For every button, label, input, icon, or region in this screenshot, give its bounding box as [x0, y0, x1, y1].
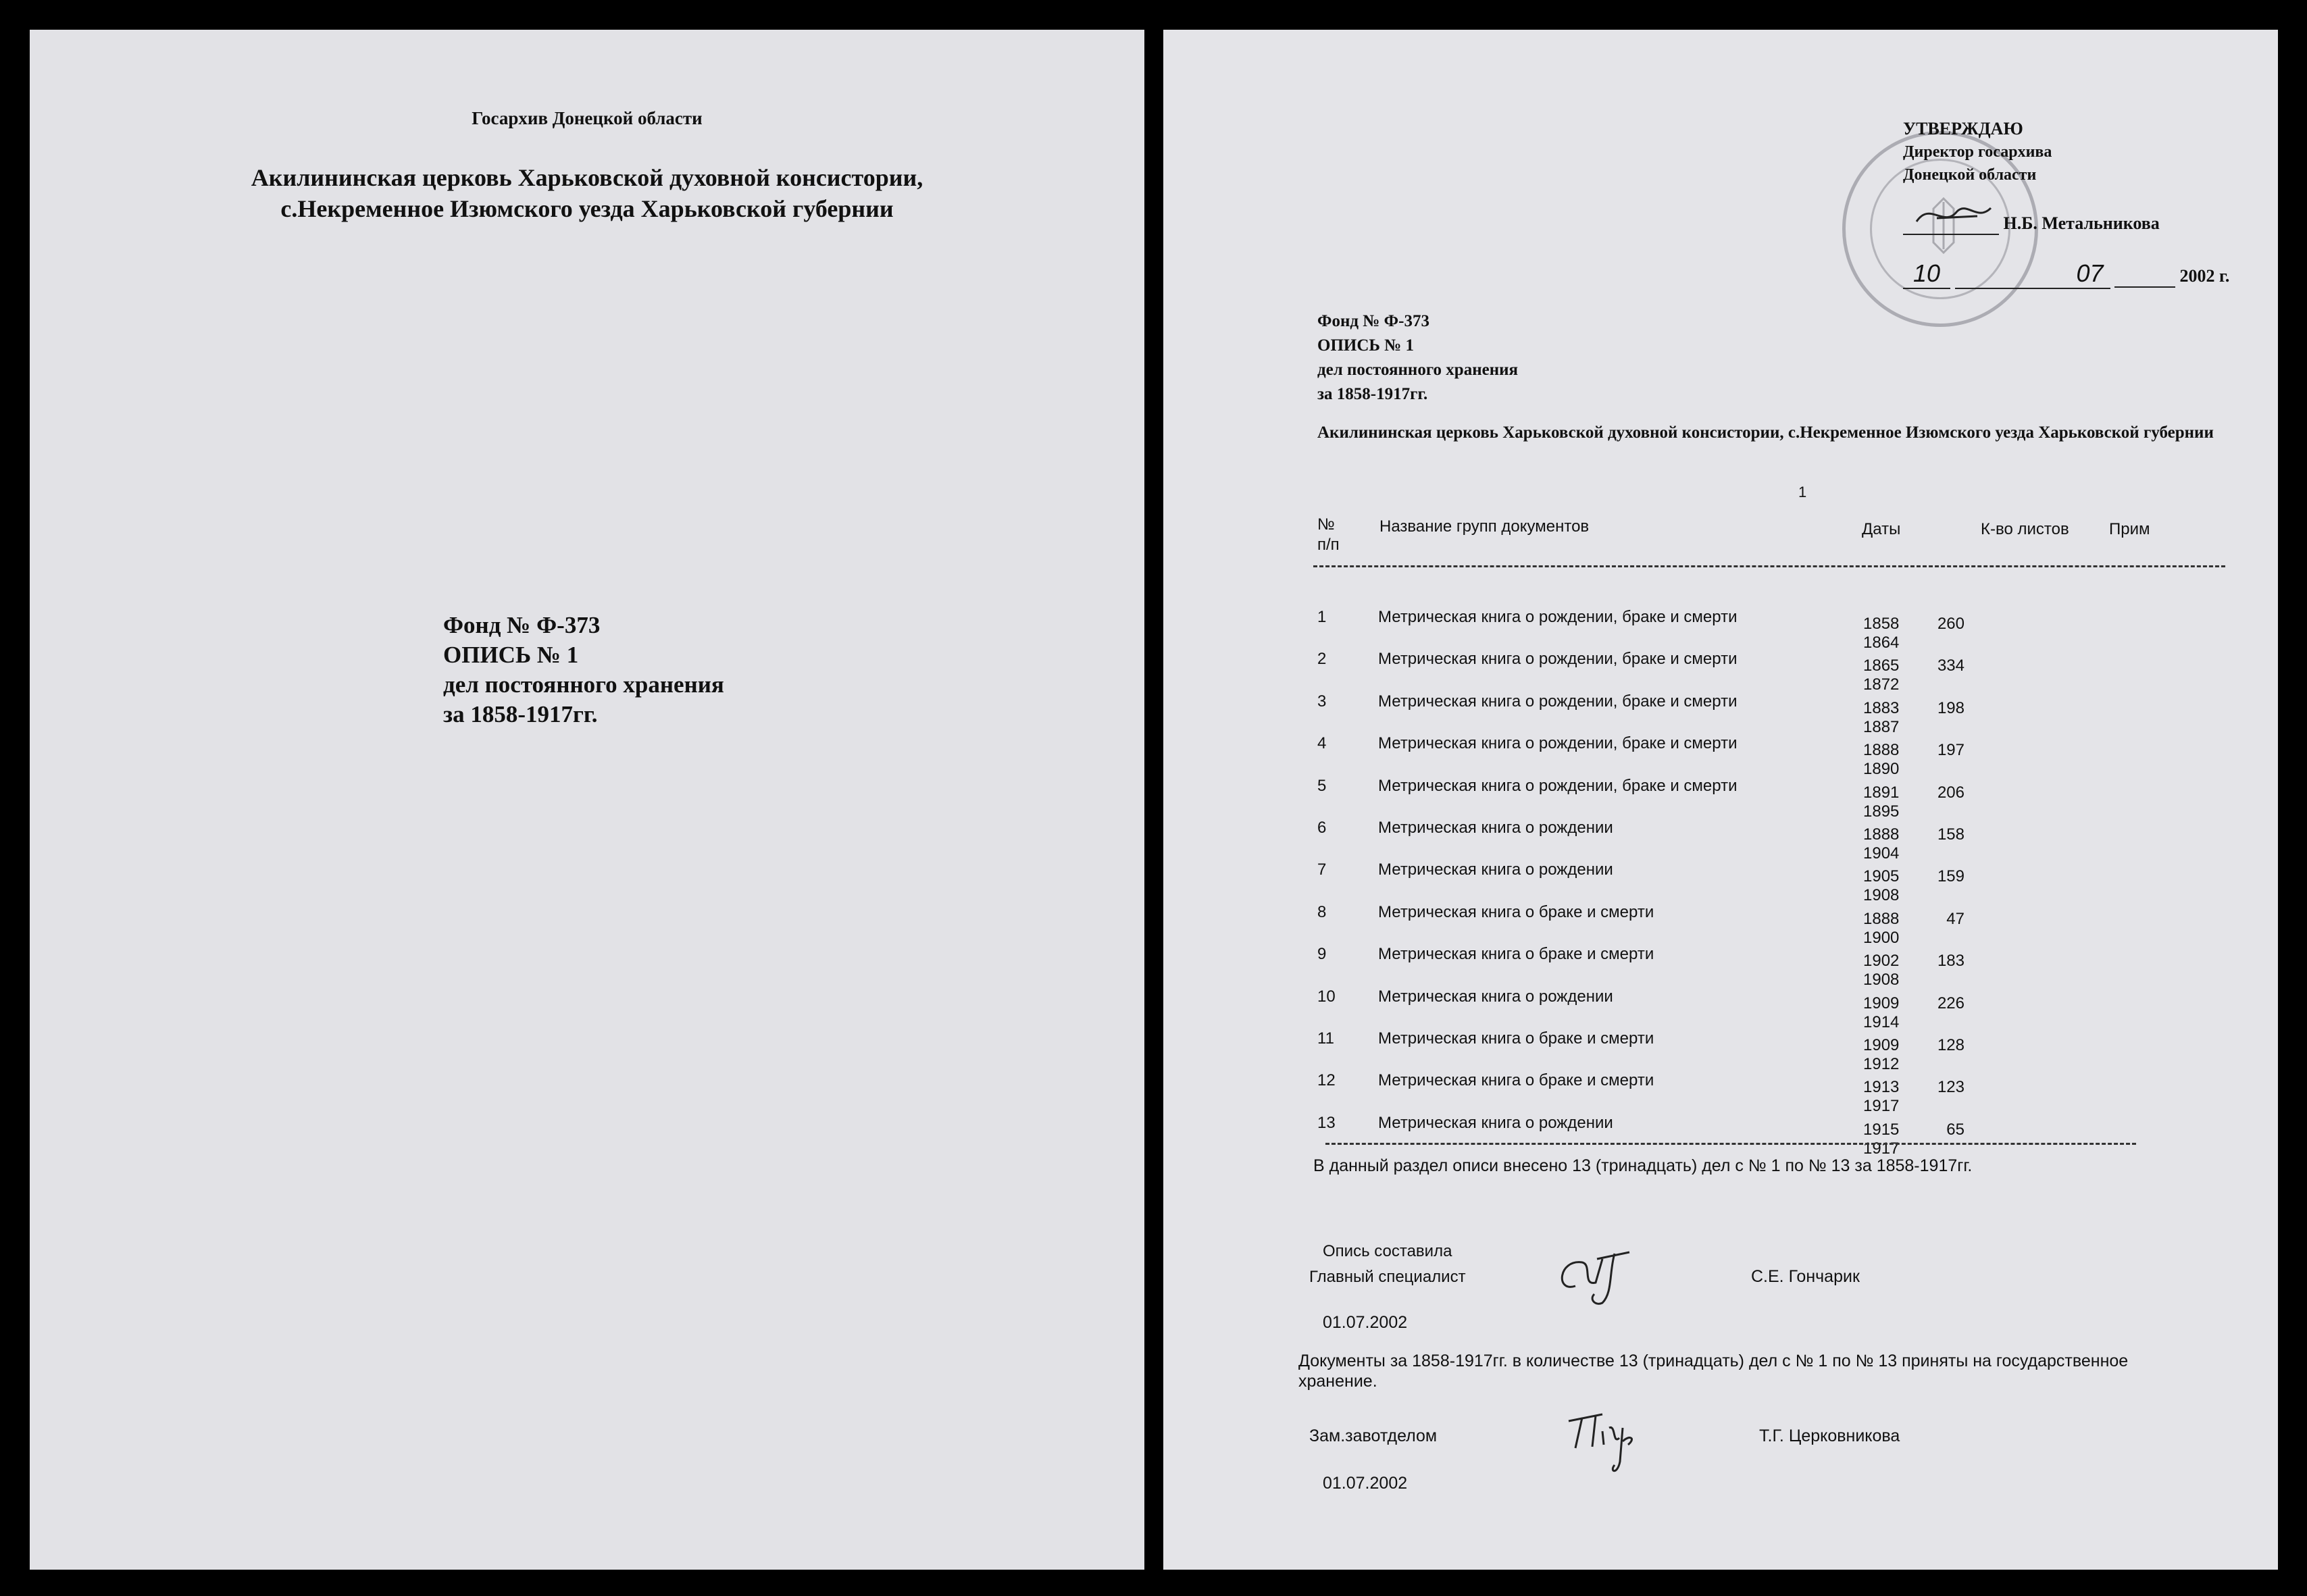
approval-year: 2002 г.	[2179, 266, 2230, 286]
row-date-from: 1891	[1863, 783, 1900, 802]
row-title: Метрическая книга о браке и смерти	[1378, 1029, 1654, 1048]
row-leaves: 47	[1946, 909, 1964, 928]
col-header-name: Название групп документов	[1379, 517, 1590, 536]
church-title-line1: Акилининская церковь Харьковской духовной консистории,	[251, 164, 923, 191]
row-title: Метрическая книга о рождении, браке и смерти	[1378, 776, 1738, 795]
row-date-from: 1888	[1863, 741, 1900, 760]
compiler-title: Главный специалист	[1309, 1268, 1466, 1286]
row-date-to: 1914	[1863, 1012, 1900, 1031]
row-date-from: 1915	[1863, 1120, 1900, 1139]
acceptance-text: Документы за 1858-1917гг. в количестве 13 (тринадцать) дел с № 1 по № 13 приняты на государственное хранение.	[1298, 1352, 2129, 1391]
inventory-number: ОПИСЬ № 1	[443, 642, 579, 668]
storage-type: дел постоянного хранения	[1317, 361, 1519, 379]
row-leaves: 334	[1937, 657, 1964, 675]
row-title: Метрическая книга о рождении	[1378, 819, 1613, 837]
row-date-from: 1913	[1863, 1078, 1900, 1097]
row-title: Метрическая книга о браке и смерти	[1378, 902, 1654, 921]
row-leaves: 226	[1937, 994, 1964, 1012]
row-title: Метрическая книга о браке и смерти	[1378, 945, 1654, 964]
row-title: Метрическая книга о рождении	[1378, 1113, 1613, 1132]
approver-signature-icon	[1910, 201, 2004, 235]
church-title	[30, 162, 1144, 224]
row-title: Метрическая книга о рождении, браке и смерти	[1378, 734, 1738, 753]
row-number: 8	[1317, 902, 1327, 921]
row-number: 10	[1317, 987, 1336, 1006]
row-leaves: 198	[1937, 698, 1964, 717]
col-header-number	[1317, 515, 1340, 555]
compiled-date: 01.07.2002	[1323, 1313, 1408, 1332]
compiler-signature-icon	[1555, 1245, 1650, 1306]
summary-text: В данный раздел описи внесено 13 (тринадцать) дел с № 1 по № 13 за 1858-1917гг.	[1313, 1156, 1973, 1175]
row-date-from: 1888	[1863, 825, 1900, 844]
row-number: 9	[1317, 945, 1327, 964]
storage-type: дел постоянного хранения	[443, 671, 724, 698]
row-date-from: 1883	[1863, 698, 1900, 717]
archive-name: Госархив Донецкой области	[472, 108, 703, 128]
row-number: 2	[1317, 650, 1327, 669]
row-number: 1	[1317, 608, 1327, 626]
col-header-dates: Даты	[1862, 520, 1901, 538]
row-date-from: 1909	[1863, 1036, 1900, 1054]
deputy-title: Зам.завотделом	[1309, 1426, 1438, 1445]
deputy-name: Т.Г. Церковникова	[1759, 1426, 1900, 1445]
deputy-date: 01.07.2002	[1323, 1474, 1408, 1493]
fund-number: Фонд № Ф-373	[443, 612, 601, 638]
row-title: Метрическая книга о рождении	[1378, 987, 1613, 1006]
row-date-from: 1909	[1863, 994, 1900, 1012]
fund-block	[1317, 309, 1518, 407]
row-date-to: 1895	[1863, 802, 1900, 821]
col-header-number-sign: №	[1317, 515, 1335, 534]
row-leaves: 206	[1937, 783, 1964, 802]
approval-month: 07	[1955, 259, 2110, 289]
row-leaves: 197	[1937, 741, 1964, 760]
row-date-to: 1917	[1863, 1097, 1900, 1116]
row-number: 13	[1317, 1113, 1336, 1132]
row-number: 6	[1317, 819, 1327, 837]
row-number: 12	[1317, 1071, 1336, 1090]
compiler-name: С.Е. Гончарик	[1751, 1267, 1860, 1286]
row-leaves: 123	[1937, 1078, 1964, 1097]
deputy-signature-icon	[1555, 1408, 1663, 1482]
approver-title-1: Директор госархива	[1903, 143, 2052, 161]
row-title: Метрическая книга о рождении, браке и смерти	[1378, 650, 1738, 669]
row-title: Метрическая книга о рождении, браке и смерти	[1378, 608, 1738, 626]
row-date-from: 1905	[1863, 867, 1900, 886]
row-date-from: 1858	[1863, 615, 1900, 633]
row-date-from: 1865	[1863, 657, 1900, 675]
church-title: Акилининская церковь Харьковской духовной консистории, с.Некременное Изюмского уезда Харьковской губернии	[1317, 423, 2214, 442]
period: за 1858-1917гг.	[1317, 385, 1428, 403]
inventory-number: ОПИСЬ № 1	[1317, 336, 1415, 355]
row-leaves: 65	[1946, 1120, 1964, 1139]
row-title: Метрическая книга о рождении	[1378, 860, 1613, 879]
title-page	[30, 30, 1144, 1570]
church-title-line2: с.Некременное Изюмского уезда Харьковской губернии	[280, 195, 894, 222]
approver-signature-line	[1903, 213, 1999, 235]
page-number: 1	[1798, 484, 1807, 500]
row-date-to: 1917	[1863, 1139, 1900, 1158]
row-date-to: 1912	[1863, 1055, 1900, 1073]
approver-title-2: Донецкой области	[1903, 166, 2037, 184]
compiler-block	[1309, 1239, 1466, 1290]
approval-day: 10	[1903, 259, 1950, 289]
row-title: Метрическая книга о рождении, браке и смерти	[1378, 692, 1738, 711]
row-date-to: 1900	[1863, 928, 1900, 947]
compiled-by-label: Опись составила	[1323, 1242, 1452, 1260]
approval-date-row	[1903, 259, 2229, 289]
inventory-page	[1163, 30, 2278, 1570]
row-date-from: 1902	[1863, 952, 1900, 971]
row-number: 3	[1317, 692, 1327, 711]
row-date-to: 1908	[1863, 886, 1900, 905]
row-date-to: 1908	[1863, 971, 1900, 989]
approve-heading: УТВЕРЖДАЮ	[1903, 119, 2023, 138]
row-number: 11	[1317, 1029, 1334, 1048]
table-top-divider	[1313, 565, 2225, 567]
row-leaves: 158	[1937, 825, 1964, 844]
row-number: 7	[1317, 860, 1327, 879]
fund-block	[443, 611, 724, 729]
col-header-note: Прим	[2109, 520, 2150, 538]
fund-number: Фонд № Ф-373	[1317, 312, 1429, 330]
approver-signature-row	[1903, 213, 2160, 235]
row-number: 4	[1317, 734, 1327, 753]
approval-block	[1903, 118, 2052, 186]
table-bottom-divider	[1325, 1143, 2136, 1145]
row-number: 5	[1317, 776, 1327, 795]
row-leaves: 183	[1937, 952, 1964, 971]
row-leaves: 159	[1937, 867, 1964, 886]
approval-year-line	[2114, 266, 2175, 288]
row-date-to: 1864	[1863, 634, 1900, 652]
director-name: Н.Б. Метальникова	[2003, 213, 2160, 233]
period: за 1858-1917гг.	[443, 701, 598, 727]
row-date-to: 1872	[1863, 675, 1900, 694]
row-leaves: 128	[1937, 1036, 1964, 1054]
row-title: Метрическая книга о браке и смерти	[1378, 1071, 1654, 1090]
row-date-from: 1888	[1863, 909, 1900, 928]
row-date-to: 1890	[1863, 760, 1900, 779]
row-date-to: 1904	[1863, 844, 1900, 863]
col-header-leaves: К-во листов	[1981, 520, 2069, 538]
col-header-number-abbr: п/п	[1317, 536, 1340, 554]
row-leaves: 260	[1937, 615, 1964, 633]
row-date-to: 1887	[1863, 717, 1900, 736]
